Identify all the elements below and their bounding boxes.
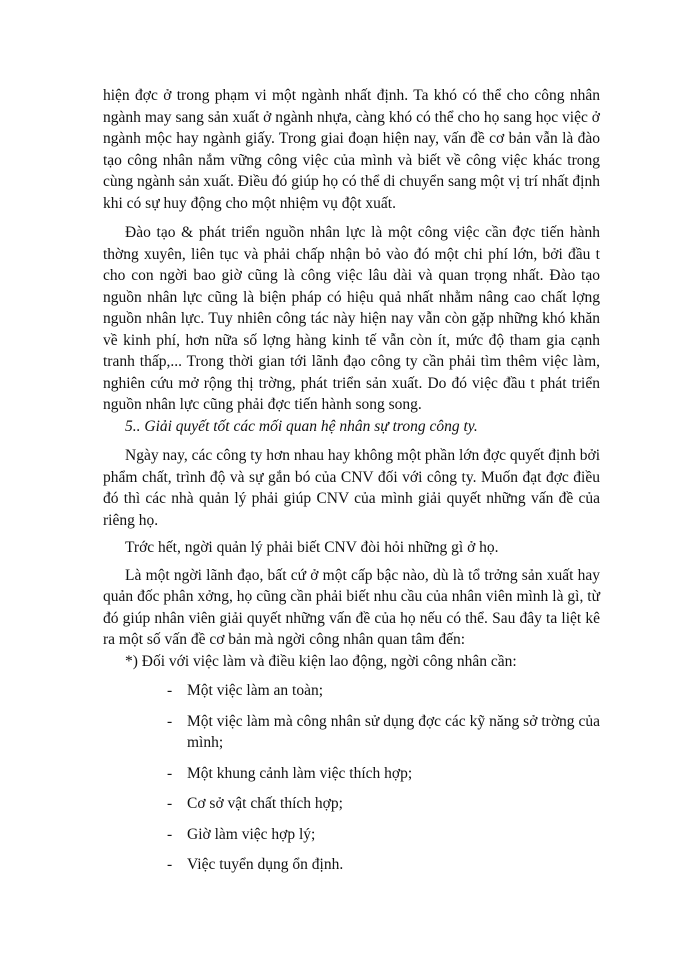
bullet-marker: -: [167, 712, 173, 730]
bullet-marker: -: [167, 682, 173, 699]
list-item: [103, 854, 600, 876]
list-lead: *) Đối với việc làm và điều kiện lao động, ngời công nhân cần:: [125, 652, 517, 670]
bullet-marker: -: [167, 856, 173, 873]
bullet-marker: -: [167, 795, 173, 812]
section-paragraph-2: Trớc hết, ngời quản lý phải biết CNV đòi hỏi những gì ở họ.: [125, 539, 499, 556]
list-item: [103, 824, 600, 846]
list-item-text: Giờ làm việc hợp lý;: [187, 825, 316, 843]
list-item-text: Việc tuyển dụng ổn định.: [187, 856, 344, 873]
section-heading: 5.. Giải quyết tốt các mối quan hệ nhân sự trong công ty.: [125, 417, 478, 435]
list-item: [103, 763, 600, 785]
list-item-text: Một khung cảnh làm việc thích hợp;: [187, 764, 413, 782]
requirements-list: [103, 680, 600, 876]
paragraph-1: hiện đợc ở trong phạm vi một ngành nhất định. Ta khó có thể cho công nhân ngành may sang sản xuất ở ngành nhựa, càng khó có thể cho họ sang học việc ở ngành mộc hay ngành giấy. Trong giai đoạn hiện nay, vấn đề cơ bản vẫn là đào tạo công nhân nắm vững công việc của mình và biết về công việc khác trong cùng ngành sản xuất. Điều đó giúp họ có thể di chuyển sang một vị trí nhất định khi có sự huy động cho một nhiệm vụ đột xuất.: [103, 87, 600, 212]
paragraph-2: Đào tạo & phát triển nguồn nhân lực là một công việc cần đợc tiến hành thờng xuyên, liên tục và phải chấp nhận bỏ vào đó một chi phí lớn, bởi đầu t cho con ngời bao giờ cũng là công việc lâu dài và quan trọng nhất. Đào tạo nguồn nhân lực cũng là biện pháp có hiệu quả nhất nhằm nâng cao chất lợng nguồn nhân lực. Tuy nhiên công tác này hiện nay vẫn còn gặp những khó khăn về kinh phí, hơn nữa số lợng hàng kinh tế vẫn còn ít, mức độ tham gia cạnh tranh thấp,... Trong thời gian tới lãnh đạo công ty cần phải tìm thêm việc làm, nghiên cứu mở rộng thị trờng, phát triển sản xuất. Do đó việc đầu t phát triển nguồn nhân lực cũng phải đợc tiến hành song song.: [103, 224, 600, 413]
bullet-marker: -: [167, 825, 173, 843]
list-item-text: Cơ sở vật chất thích hợp;: [187, 795, 343, 812]
list-item: [103, 711, 600, 754]
list-item: [103, 793, 600, 815]
section-paragraph-3: Là một ngời lãnh đạo, bất cứ ở một cấp bậc nào, dù là tổ trởng sản xuất hay quản đốc phân xởng, họ cũng cần phải biết nhu cầu của nhân viên mình là gì, từ đó giúp nhân viên giải quyết những vấn đề của họ nếu có thể. Sau đây ta liệt kê ra một số vấn đề cơ bản mà ngời công nhân quan tâm đến:: [103, 566, 600, 648]
section-paragraph-1: Ngày nay, các công ty hơn nhau hay không một phần lớn đợc quyết định bởi phẩm chất, trình độ và sự gắn bó của CNV đối với công ty. Muốn đạt đợc điều đó thì các nhà quản lý phải giúp CNV của mình giải quyết những vấn đề của riêng họ.: [103, 447, 600, 529]
list-item: [103, 680, 600, 702]
document-page: [103, 85, 600, 885]
list-item-text: Một việc làm an toàn;: [187, 682, 324, 699]
bullet-marker: -: [167, 764, 173, 782]
list-item-text: Một việc làm mà công nhân sử dụng đợc các kỹ năng sở trờng của mình;: [187, 712, 600, 751]
